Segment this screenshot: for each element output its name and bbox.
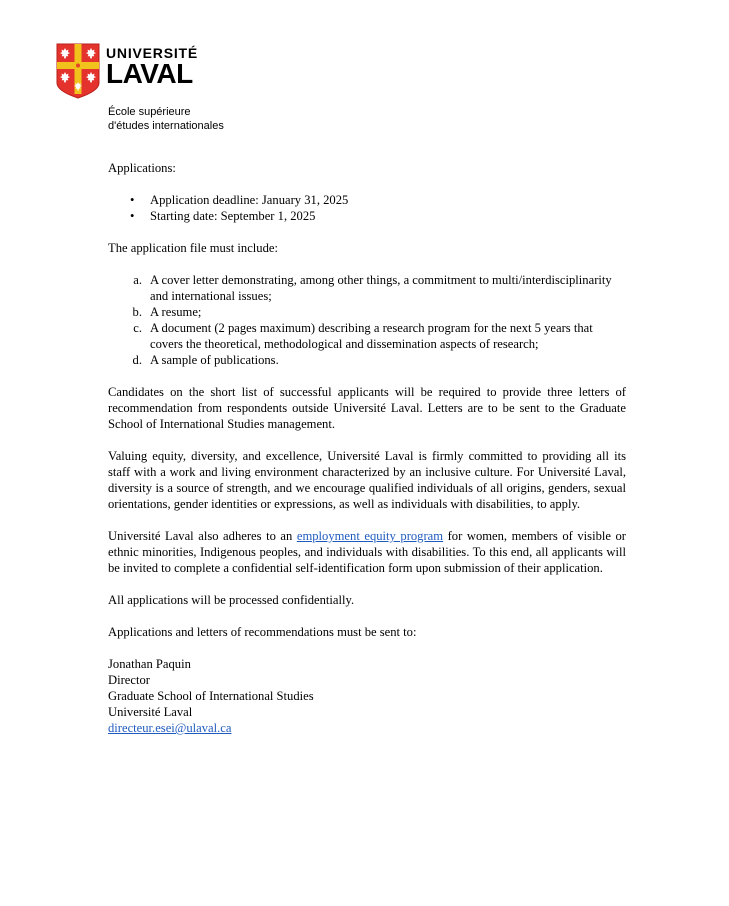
send-to-line: Applications and letters of recommendations must be sent to: [108,625,417,639]
list-item: • Application deadline: January 31, 2025 [108,192,626,208]
contact-title: Director [108,673,150,687]
letter-body [108,160,626,736]
list-item [108,352,626,368]
list-item [108,272,626,304]
contact-email-link[interactable]: directeur.esei@ulaval.ca [108,721,232,735]
applications-heading: Applications: [108,161,176,175]
school-name-line2: d'études internationales [108,120,224,132]
list-item [108,320,626,352]
school-name-line1: École supérieure [108,106,191,118]
list-item: • Starting date: September 1, 2025 [108,208,626,224]
list-item [108,304,626,320]
shortlist-paragraph: Candidates on the short list of successful applicants will be required to provide three letters of recommendation from respondents outside Université Laval. Letters are to be sent to the Graduate School of International Studies management. [108,385,626,431]
equity-program-paragraph [108,528,626,576]
list-item-label: d. [132,353,142,367]
program-text-after: for women, members of visible or ethnic minorities, Indigenous peoples, and individuals with disabilities. To this end, all applicants will be invited to complete a confidential self-identification form upon submission of their application. [108,529,626,575]
list-item-text: A sample of publications. [150,353,279,367]
list-item-text: A document (2 pages maximum) describing a research program for the next 5 years that covers the theoretical, methodological and dissemination aspects of research; [150,321,593,351]
list-item-label: c. [133,321,142,335]
file-intro: The application file must include: [108,241,278,255]
dates-list [108,192,626,224]
contact-school: Graduate School of International Studies [108,689,314,703]
list-item-label: a. [133,273,142,287]
employment-equity-program-link[interactable]: employment equity program [296,529,444,543]
list-item-label: b. [132,305,142,319]
list-item-text: A resume; [150,305,202,319]
school-name [108,105,224,133]
universite-laval-wordmark [106,46,198,87]
universite-laval-shield-logo [56,43,100,99]
contact-block [108,656,626,736]
logo-laval-text: LAVAL [106,58,193,89]
contact-university: Université Laval [108,705,193,719]
equity-paragraph: Valuing equity, diversity, and excellence, Université Laval is firmly committed to providing all its staff with a work and living environment characterized by an inclusive culture. For Université Laval, diversity is a source of strength, and we encourage qualified individuals of all origins, genders, sexual orientations, gender identities or expressions, as well as individuals with disabilities, to apply. [108,449,626,511]
logo-universite-text: UNIVERSITÉ [106,45,199,61]
program-text-before: Université Laval also adheres to an [108,529,297,543]
list-item-text: A cover letter demonstrating, among other things, a commitment to multi/interdisciplinarity and international issues; [150,273,612,303]
file-requirements-list [108,272,626,368]
contact-name: Jonathan Paquin [108,657,191,671]
confidential-note: All applications will be processed confidentially. [108,593,355,607]
